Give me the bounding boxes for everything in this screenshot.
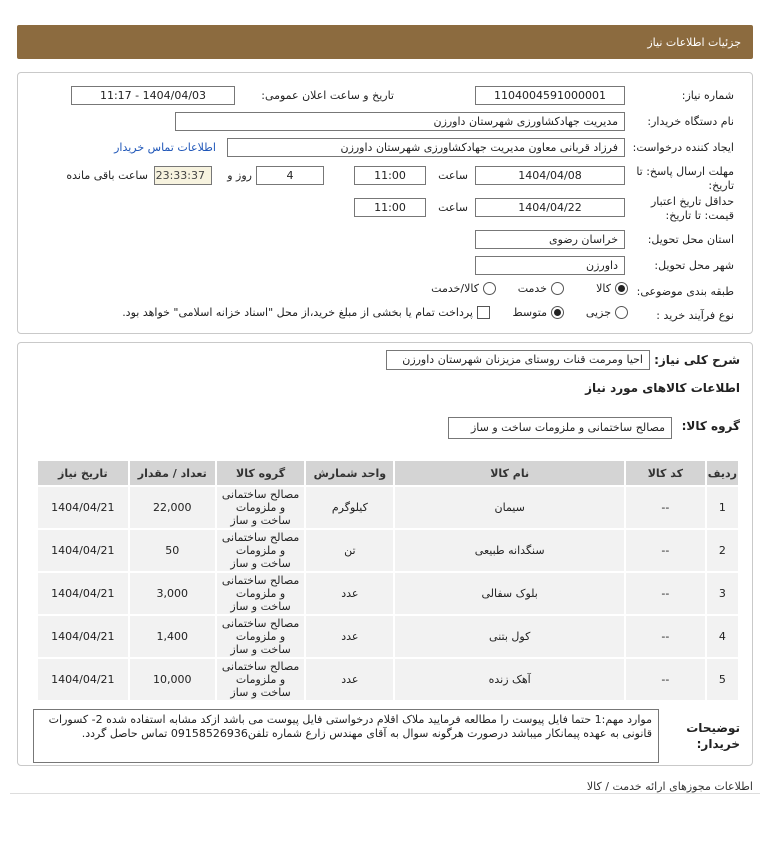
cell-group: مصالح ساختمانی و ملزومات ساخت و ساز	[216, 615, 305, 658]
validity-time-label: ساعت	[438, 201, 468, 214]
cell-name: سنگدانه طبیعی	[394, 529, 624, 572]
goods-panel	[17, 342, 753, 766]
table-row	[37, 529, 739, 572]
cell-unit: عدد	[305, 572, 394, 615]
cell-group: مصالح ساختمانی و ملزومات ساخت و ساز	[216, 572, 305, 615]
cell-date: 1404/04/21	[37, 529, 129, 572]
cell-row: 4	[706, 615, 739, 658]
goods-section-title: اطلاعات کالاهای مورد نیاز	[585, 381, 740, 395]
col-qty: تعداد / مقدار	[129, 460, 216, 486]
announce-date-label: تاریخ و ساعت اعلان عمومی:	[261, 89, 394, 102]
cell-qty: 50	[129, 529, 216, 572]
city-field: داورزن	[475, 256, 625, 275]
goods-group-field: مصالح ساختمانی و ملزومات ساخت و ساز	[448, 417, 672, 439]
table-row	[37, 572, 739, 615]
summary-label: شرح کلی نیاز:	[654, 353, 740, 367]
cell-name: آهک زنده	[394, 658, 624, 701]
cell-date: 1404/04/21	[37, 615, 129, 658]
col-date: تاریخ نیاز	[37, 460, 129, 486]
col-row: ردیف	[706, 460, 739, 486]
cell-name: بلوک سفالی	[394, 572, 624, 615]
deadline-time-field: 11:00	[354, 166, 426, 185]
col-code: کد کالا	[625, 460, 706, 486]
cell-name: کول بتنی	[394, 615, 624, 658]
process-option-minor[interactable]: جزیی	[586, 306, 628, 319]
announce-date-field: 1404/04/03 - 11:17	[71, 86, 235, 105]
summary-field: احیا ومرمت قنات روستای مزیزنان شهرستان داورزن	[386, 350, 650, 370]
cell-row: 1	[706, 486, 739, 529]
validity-label: حداقل تاریخ اعتبار	[650, 195, 734, 208]
process-label: نوع فرآیند خرید :	[656, 309, 734, 322]
countdown-timer: 23:33:37	[154, 166, 212, 185]
deadline-label: مهلت ارسال پاسخ: تا	[636, 165, 734, 178]
buyer-notes-field: موارد مهم:1 حتما فایل پیوست را مطالعه فرمایید ملاک اقلام درخواستی فایل پیوست می باشد ازکد مشابه استفاده شده 2- کسورات قانونی به عهده پیمانکار میباشد درصورت هرگونه سوال به آقای مهندس زارع شماره تلفن09158526936 تماس حاصل گردد.	[33, 709, 659, 763]
cell-code: --	[625, 529, 706, 572]
goods-table	[36, 459, 740, 702]
remaining-label: ساعت باقی مانده	[66, 169, 148, 182]
deadline-time-label: ساعت	[438, 169, 468, 182]
validity-label-date: قیمت: تا تاریخ:	[665, 209, 734, 222]
category-option-goods[interactable]: کالا	[596, 282, 628, 295]
cell-qty: 10,000	[129, 658, 216, 701]
radio-icon[interactable]	[615, 282, 628, 295]
buyer-contact-link[interactable]: اطلاعات تماس خریدار	[114, 141, 216, 154]
category-option-goods-service[interactable]: کالا/خدمت	[431, 282, 496, 295]
checkbox-icon[interactable]	[477, 306, 490, 319]
page-header	[17, 25, 753, 59]
cell-code: --	[625, 572, 706, 615]
process-option-medium[interactable]: متوسط	[512, 306, 564, 319]
cell-unit: عدد	[305, 615, 394, 658]
cell-qty: 3,000	[129, 572, 216, 615]
service-permits-title: اطلاعات مجوزهای ارائه خدمت / کالا	[586, 780, 753, 793]
creator-label: ایجاد کننده درخواست:	[632, 141, 734, 154]
creator-field: فرزاد قربانی معاون مدیریت جهادکشاورزی شهرستان داورزن	[227, 138, 625, 157]
cell-code: --	[625, 486, 706, 529]
category-option-service[interactable]: خدمت	[518, 282, 564, 295]
buyer-field: مدیریت جهادکشاورزی شهرستان داورزن	[175, 112, 625, 131]
request-info-panel	[17, 72, 753, 334]
cell-unit: کیلوگرم	[305, 486, 394, 529]
cell-unit: تن	[305, 529, 394, 572]
goods-group-label: گروه کالا:	[681, 419, 740, 433]
cell-group: مصالح ساختمانی و ملزومات ساخت و ساز	[216, 486, 305, 529]
cell-row: 3	[706, 572, 739, 615]
need-number-label: شماره نیاز:	[681, 89, 734, 102]
buyer-label: نام دستگاه خریدار:	[647, 115, 734, 128]
table-row	[37, 658, 739, 701]
page-title: جزئیات اطلاعات نیاز	[647, 35, 741, 49]
footer-divider	[10, 793, 760, 794]
radio-icon[interactable]	[615, 306, 628, 319]
table-row	[37, 486, 739, 529]
radio-icon[interactable]	[551, 282, 564, 295]
table-row	[37, 615, 739, 658]
cell-qty: 22,000	[129, 486, 216, 529]
province-field: خراسان رضوی	[475, 230, 625, 249]
cell-name: سیمان	[394, 486, 624, 529]
validity-time-field: 11:00	[354, 198, 426, 217]
radio-icon[interactable]	[551, 306, 564, 319]
col-group: گروه کالا	[216, 460, 305, 486]
cell-group: مصالح ساختمانی و ملزومات ساخت و ساز	[216, 529, 305, 572]
days-remaining-field: 4	[256, 166, 324, 185]
buyer-notes-label-2: خریدار:	[696, 737, 740, 751]
category-label: طبقه بندی موضوعی:	[636, 285, 734, 298]
deadline-label-date: تاریخ:	[708, 179, 734, 192]
radio-icon[interactable]	[483, 282, 496, 295]
cell-code: --	[625, 658, 706, 701]
cell-row: 2	[706, 529, 739, 572]
cell-date: 1404/04/21	[37, 658, 129, 701]
deadline-date-field: 1404/04/08	[475, 166, 625, 185]
province-label: استان محل تحویل:	[647, 233, 734, 246]
buyer-notes-label: توضیحات	[686, 721, 740, 735]
validity-date-field: 1404/04/22	[475, 198, 625, 217]
cell-date: 1404/04/21	[37, 572, 129, 615]
cell-qty: 1,400	[129, 615, 216, 658]
table-header-row	[37, 460, 739, 486]
cell-row: 5	[706, 658, 739, 701]
cell-date: 1404/04/21	[37, 486, 129, 529]
col-name: نام کالا	[394, 460, 624, 486]
treasury-payment-checkbox[interactable]: پرداخت تمام یا بخشی از مبلغ خرید،از محل "اسناد خزانه اسلامی" خواهد بود.	[122, 306, 490, 319]
cell-unit: عدد	[305, 658, 394, 701]
cell-group: مصالح ساختمانی و ملزومات ساخت و ساز	[216, 658, 305, 701]
city-label: شهر محل تحویل:	[654, 259, 734, 272]
need-number-field: 1104004591000001	[475, 86, 625, 105]
days-label: روز و	[227, 169, 252, 182]
cell-code: --	[625, 615, 706, 658]
col-unit: واحد شمارش	[305, 460, 394, 486]
